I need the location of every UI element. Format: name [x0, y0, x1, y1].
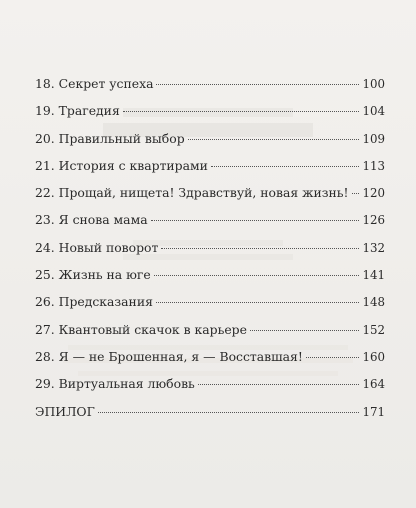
toc-leader-dots	[156, 84, 359, 85]
toc-entry-title: 19. Трагедия	[35, 103, 120, 119]
toc-entry-title: 24. Новый поворот	[35, 239, 159, 255]
toc-leader-dots	[151, 220, 360, 221]
toc-leader-dots	[98, 412, 360, 413]
toc-leader-dots	[306, 357, 360, 358]
toc-entry[interactable]	[35, 267, 385, 294]
toc-leader-dots	[188, 139, 360, 140]
toc-entry-page: 113	[362, 158, 385, 173]
toc-entry-title: 29. Виртуальная любовь	[35, 376, 195, 392]
toc-leader-dots	[250, 330, 360, 331]
toc-entry-page: 148	[362, 295, 385, 310]
toc-leader-dots	[156, 302, 360, 303]
toc-entry-page: 171	[362, 404, 385, 419]
toc-entry-page: 109	[362, 131, 385, 146]
toc-entry-page: 132	[362, 240, 385, 255]
toc-leader-dots	[154, 275, 360, 276]
toc-entry[interactable]	[35, 212, 385, 239]
toc-leader-dots	[161, 248, 359, 249]
toc-entry[interactable]	[35, 185, 385, 212]
toc-entry[interactable]	[35, 322, 385, 349]
toc-entry[interactable]	[35, 404, 385, 431]
toc-entry[interactable]	[35, 103, 385, 130]
toc-leader-dots	[352, 193, 360, 194]
toc-entry-title: ЭПИЛОГ	[35, 403, 95, 419]
toc-leader-dots	[211, 166, 360, 167]
toc-entry-page: 100	[362, 77, 385, 91]
toc-entry[interactable]	[35, 240, 385, 267]
toc-entry-page: 164	[362, 377, 385, 392]
toc-entry[interactable]	[35, 349, 385, 376]
toc-entry-title: 23. Я снова мама	[35, 212, 148, 228]
toc-entry-page: 120	[362, 186, 385, 201]
toc-entry-title: 22. Прощай, нищета! Здравствуй, новая жизнь!	[35, 185, 349, 201]
toc-entry-title: 18. Секрет успеха	[35, 76, 154, 91]
toc-entry[interactable]	[35, 376, 385, 403]
toc-entry-title: 27. Квантовый скачок в карьере	[35, 321, 247, 337]
toc-entry[interactable]	[35, 131, 385, 158]
toc-entry-page: 104	[362, 104, 385, 119]
toc-entry[interactable]	[35, 76, 385, 103]
toc-leader-dots	[198, 384, 360, 385]
toc-entry-page: 126	[362, 213, 385, 228]
toc-entry-page: 160	[362, 349, 385, 364]
toc-entry-title: 20. Правильный выбор	[35, 130, 185, 146]
toc-entry-title: 25. Жизнь на юге	[35, 267, 151, 283]
toc-leader-dots	[123, 111, 360, 112]
toc-entry-page: 152	[362, 322, 385, 337]
toc-entry[interactable]	[35, 158, 385, 185]
toc-entry-page: 141	[362, 268, 385, 283]
toc-entry[interactable]	[35, 294, 385, 321]
toc-entry-title: 28. Я — не Брошенная, я — Восставшая!	[35, 348, 303, 364]
toc-entry-title: 21. История с квартирами	[35, 157, 208, 173]
table-of-contents	[35, 76, 385, 431]
toc-entry-title: 26. Предсказания	[35, 294, 153, 310]
